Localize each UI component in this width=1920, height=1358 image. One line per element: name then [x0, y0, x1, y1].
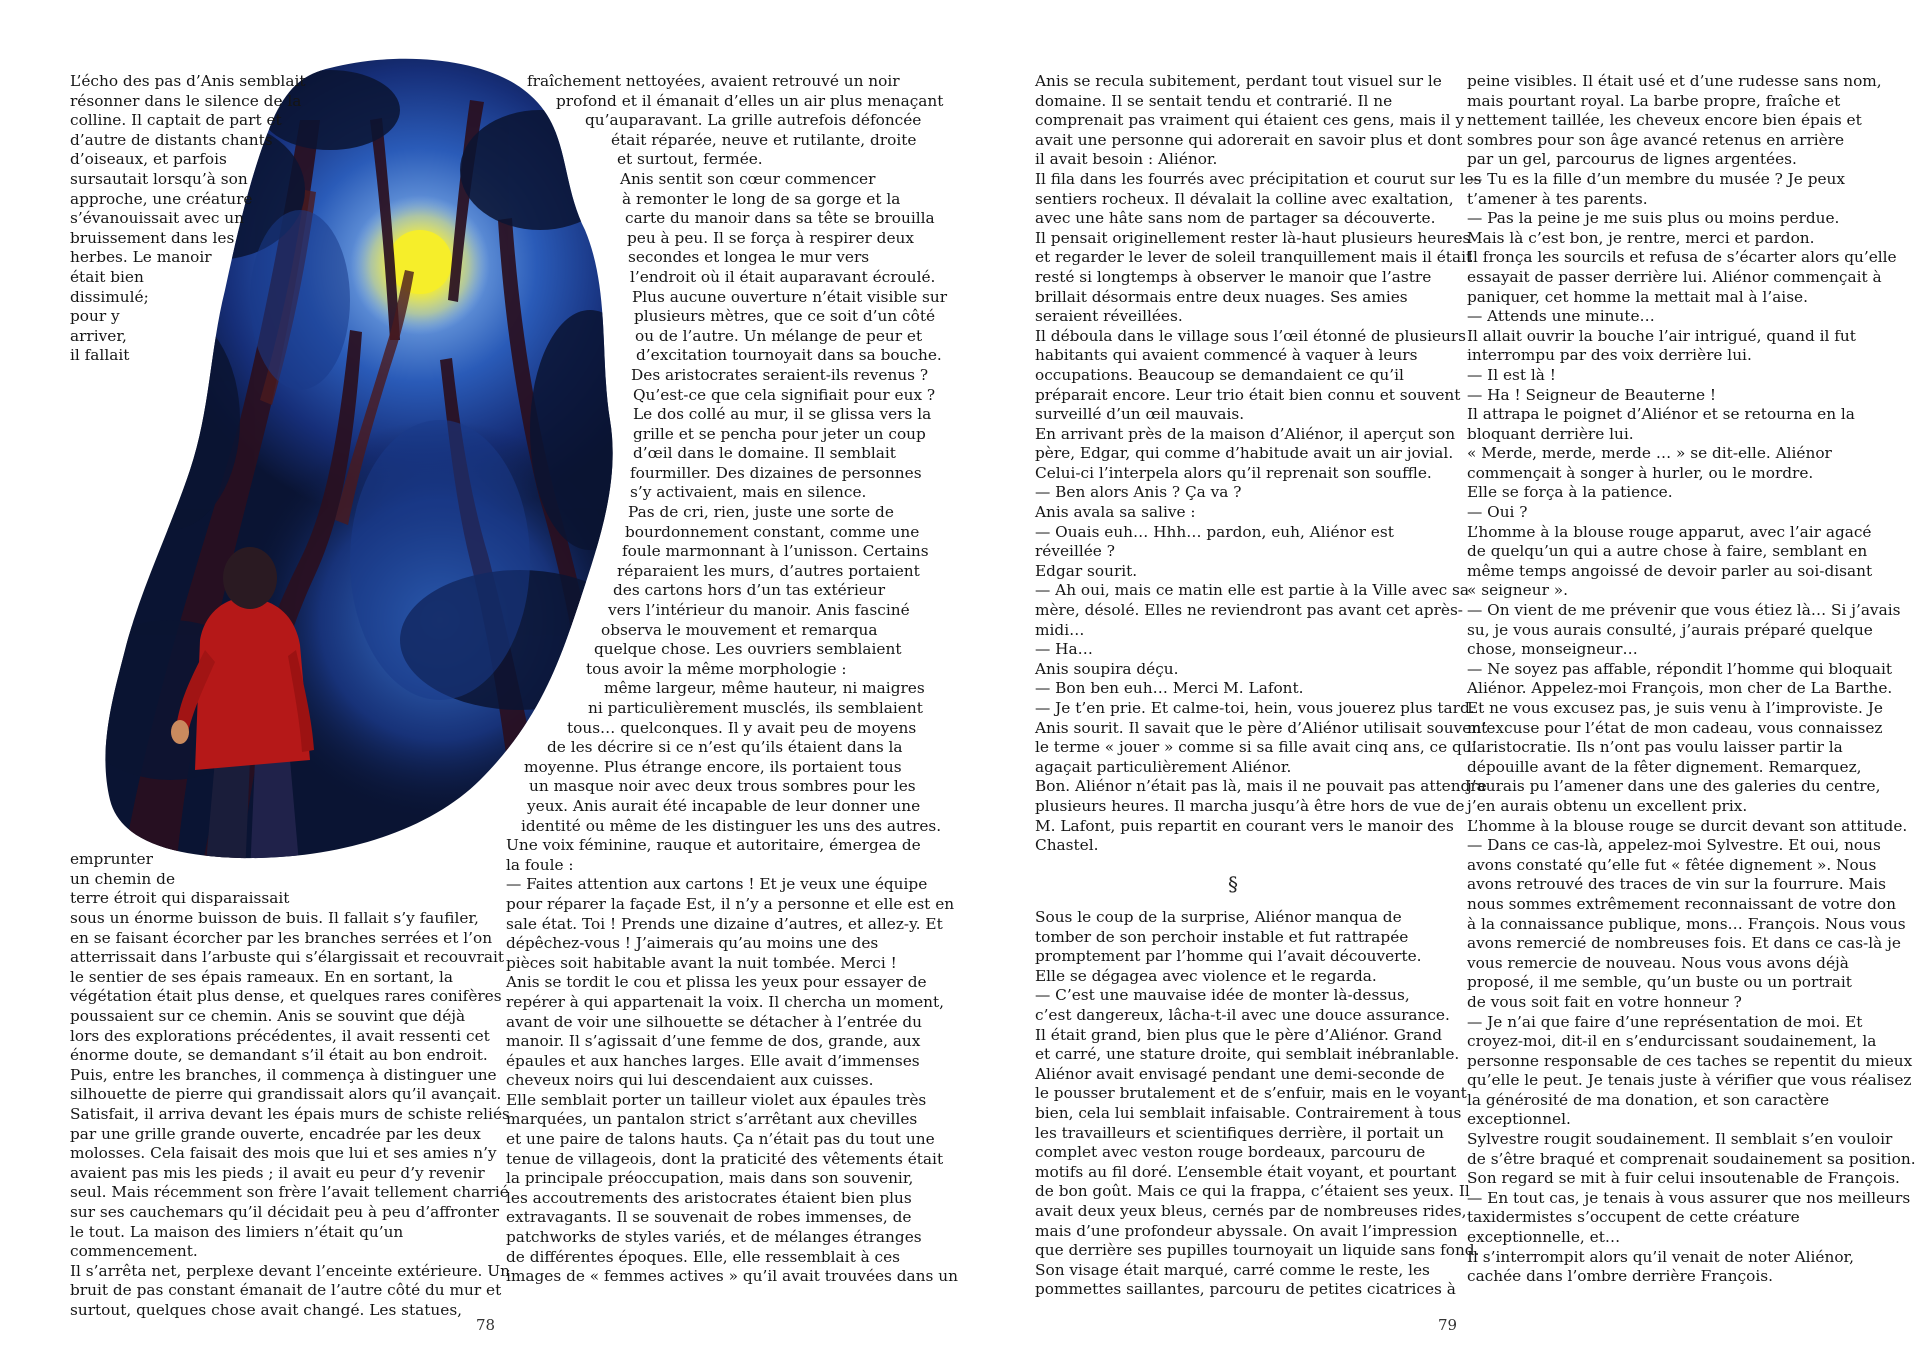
left-col1-mid: emprunter un chemin de terre étroit qui disparaissait [70, 850, 290, 908]
left-col1-bottom: sous un énorme buisson de buis. Il fallait s’y faufiler, en se faisant écorcher par les branches serrées et l’on atterrissait dans l’arbuste qui s’élargissait et recouvrait le sentier de ses épais rameaux. En en sortant, la végétation était plus dense, et quelques rares conifères poussaient sur ce chemin. Anis se souvint que déjà lors des explorations précédentes, il avait ressenti cet énorme doute, se demandant s’il était au bon endroit. Puis, entre les branches, il commença à distinguer une silhouette de pierre qui grandissait alors qu’il avançait. Satisfait, il arriva devant les épais murs de schiste reliés par une grille grande ouverte, encadrée par les deux molosses. Cela faisait des mois que lui et ses amies n’y avaient pas mis les pieds ; il avait eu peur d’y revenir seul. Mais récemment son frère l’avait tellement charrié sur ses cauchemars qu’il décidait peu à peu d’affronter le tout. La maison des limiers n’était qu’un commencement. Il s’arrêta net, perplexe devant l’enceinte extérieure. Un bruit de pas constant émanait de l’autre côté du mur et surtout, quelques chose avait changé. Les statues, [70, 909, 511, 1319]
left-col1-top: L’écho des pas d’Anis semblait résonner dans le silence de la colline. Il captait de part et d’autre de distants chants d’oiseaux, et parfois sursautait lorsqu’à son approche, une créature s’évanouissait avec un bruissement dans les herbes. Le manoir était bien dissimulé; pour y arriver, il fallait [70, 72, 306, 365]
right-page [960, 0, 1920, 1358]
section-separator: § [1228, 872, 1238, 896]
page-number-left: 78 [476, 1316, 496, 1334]
right-col1-after: Sous le coup de la surprise, Aliénor manqua de tomber de son perchoir instable et fut rattrapée promptement par l’homme qui l’avait découverte. Elle se dégagea avec violence et le regarda. — C’est une mauvaise idée de monter là-dessus, c’est dangereux, lâcha-t-il avec une douce assurance. Il était grand, bien plus que le père d’Aliénor. Grand et carré, une stature droite, qui semblait inébranlable. Aliénor avait envisagé pendant une demi-seconde de le pousser brutalement et de s’enfuir, mais en le voyant bien, cela lui semblait infaisable. Contrairement à tous les travailleurs et scientifiques derrière, il portait un complet avec veston rouge bordeaux, parcouru de motifs au fil doré. L’ensemble était voyant, et pourtant de bon goût. Mais ce qui la frappa, c’étaient ses yeux. Il avait deux yeux bleus, cernés par de nombreuses rides, mais d’une profondeur abyssale. On avait l’impression que derrière ses pupilles tournoyait un liquide sans fond. Son visage était marqué, carré comme le reste, les pommettes saillantes, parcouru de petites cicatrices à [1035, 908, 1480, 1299]
left-col2: fraîchement nettoyées, avaient retrouvé un noir profond et il émanait d’elles un air plus menaçant qu’auparavant. La grille autrefois défoncée était réparée, neuve et rutilante, droite et surtout, fermée. Anis sentit son cœur commencer à remonter le long de sa gorge et la carte du manoir dans sa tête se brouilla peu à peu. Il se força à respirer deux secondes et longea le mur vers l’endroit où il était auparavant écroulé. Plus aucune ouverture n’était visible sur plusieurs mètres, que ce soit d’un côté ou de l’autre. Un mélange de peur et d’excitation tournoyait dans sa bouche. Des aristocrates seraient-ils revenus ? Qu’est-ce que cela signifiait pour eux ? Le dos collé au mur, il se glissa vers la grille et se pencha pour jeter un coup d’œil dans le domaine. Il semblait fourmiller. Des dizaines de personnes s’y activaient, mais en silence. Pas de cri, rien, juste une sorte de bourdonnement constant, comme une foule marmonnant à l’unisson. Certains réparaient les murs, d’autres portaient des cartons hors d’un tas extérieur vers l’intérieur du manoir. Anis fasciné observa le mouvement et remarqua quelque chose. Les ouvriers semblaient tous avoir la même morphologie : même largeur, même hauteur, ni maigres ni particulièrement musclés, ils semblaient tous… quelconques. Il y avait peu de moyens de les décrire si ce n’est qu’ils étaient dans la moyenne. Plus étrange encore, ils portaient tous un masque noir avec deux trous sombres pour les yeux. Anis aurait été incapable de leur donner une identité ou même de les distinguer les uns des autres. Une voix féminine, rauque et autoritaire, émergea de la foule : — Faites attention aux cartons ! Et je veux une équipe pour réparer la façade Est, il n’y a personne et elle est en sale état. Toi ! Prends une dizaine d’autres, et allez-y. Et dépêchez-vous ! J’aimerais qu’au moins une des pièces soit habitable avant la nuit tombée. Merci ! Anis se tordit le cou et plissa les yeux pour essayer de repérer à qui appartenait la voix. Il chercha un moment, avant de voir une silhouette se détacher à l’entrée du manoir. Il s’agissait d’une femme de dos, grande, aux épaules et aux hanches larges. Elle avait d’immenses cheveux noirs qui lui descendaient aux cuisses. Elle semblait porter un tailleur violet aux épaules très marquées, un pantalon strict s’arrêtant aux chevilles et une paire de talons hauts. Ça n’était pas du tout une tenue de villageois, dont la praticité des vêtements était la principale préoccupation, mais dans son souvenir, les accoutrements des aristocrates étaient bien plus extravagants. Il se souvenait de robes immenses, de patchworks de styles variés, et de mélanges étranges de différentes époques. Elle, elle ressemblait à ces images de « femmes actives » qu’il avait trouvées dans un [506, 72, 958, 1286]
right-col1: Anis se recula subitement, perdant tout visuel sur le domaine. Il se sentait tendu et contrarié. Il ne comprenait pas vraiment qui étaient ces gens, mais il y avait une personne qui adorerait en savoir plus et dont il avait besoin : Aliénor. Il fila dans les fourrés avec précipitation et courut sur les sentiers rocheux. Il dévalait la colline avec exaltation, avec une hâte sans nom de partager sa découverte. Il pensait originellement rester là-haut plusieurs heures et regarder le lever de soleil tranquillement mais il était resté si longtemps à observer le manoir que l’astre brillait désormais entre deux nuages. Ses amies seraient réveillées. Il déboula dans le village sous l’œil étonné de plusieurs habitants qui avaient commencé à vaquer à leurs occupations. Beaucoup se demandaient ce qu’il préparait encore. Leur trio était bien connu et souvent surveillé d’un œil mauvais. En arrivant près de la maison d’Aliénor, il aperçut son père, Edgar, qui comme d’habitude avait un air jovial. Celui-ci l’interpela alors qu’il reprenait son souffle. — Ben alors Anis ? Ça va ? Anis avala sa salive : — Ouais euh… Hhh… pardon, euh, Aliénor est réveillée ? Edgar sourit. — Ah oui, mais ce matin elle est partie à la Ville avec sa mère, désolé. Elles ne reviendront pas avant cet après- midi… — Ha… Anis soupira déçu. — Bon ben euh… Merci M. Lafont. — Je t’en prie. Et calme-toi, hein, vous jouerez plus tard. Anis sourit. Il savait que le père d’Aliénor utilisait souvent le terme « jouer » comme si sa fille avait cinq ans, ce qui agaçait particulièrement Aliénor. Bon. Aliénor n’était pas là, mais il ne pouvait pas attendre plusieurs heures. Il marcha jusqu’à être hors de vue de M. Lafont, puis repartit en courant vers le manoir des Chastel. [1035, 72, 1488, 855]
right-col2: peine visibles. Il était usé et d’une rudesse sans nom, mais pourtant royal. La barbe propre, fraîche et nettement taillée, les cheveux encore bien épais et sombres pour son âge avancé retenus en arrière par un gel, parcourus de lignes argentées. — Tu es la fille d’un membre du musée ? Je peux t’amener à tes parents. — Pas la peine je me suis plus ou moins perdue. Mais là c’est bon, je rentre, merci et pardon. Il fronça les sourcils et refusa de s’écarter alors qu’elle essayait de passer derrière lui. Aliénor commençait à paniquer, cet homme la mettait mal à l’aise. — Attends une minute… Il allait ouvrir la bouche l’air intrigué, quand il fut interrompu par des voix derrière lui. — Il est là ! — Ha ! Seigneur de Beauterne ! Il attrapa le poignet d’Aliénor et se retourna en la bloquant derrière lui. « Merde, merde, merde … » se dit-elle. Aliénor commençait à songer à hurler, ou le mordre. Elle se força à la patience. — Oui ? L’homme à la blouse rouge apparut, avec l’air agacé de quelqu’un qui a autre chose à faire, semblant en même temps angoissé de devoir parler au soi-disant « seigneur ». — On vient de me prévenir que vous étiez là… Si j’avais su, je vous aurais consulté, j’aurais préparé quelque chose, monseigneur… — Ne soyez pas affable, répondit l’homme qui bloquait Aliénor. Appelez-moi François, mon cher de La Barthe. Et ne vous excusez pas, je suis venu à l’improviste. Je m’excuse pour l’état de mon cadeau, vous connaissez l’aristocratie. Ils n’ont pas voulu laisser partir la dépouille avant de la fêter dignement. Remarquez, j’aurais pu l’amener dans une des galeries du centre, j’en aurais obtenu un excellent prix. L’homme à la blouse rouge se durcit devant son attitude. — Dans ce cas-là, appelez-moi Sylvestre. Et oui, nous avons constaté qu’elle fut « fêtée dignement ». Nous avons retrouvé des traces de vin sur la fourrure. Mais nous sommes extrêmement reconnaissant de votre don à la connaissance publique, mons… François. Nous vous avons remercié de nombreuses fois. Et dans ce cas-là je vous remercie de nouveau. Nous vous avons déjà proposé, il me semble, qu’un buste ou un portrait de vous soit fait en votre honneur ? — Je n’ai que faire d’une représentation de moi. Et croyez-moi, dit-il en s’endurcissant soudainement, la personne responsable de ces taches se repentit du mieux qu’elle le peut. Je tenais juste à vérifier que vous réalisez la générosité de ma donation, et son caractère exceptionnel. Sylvestre rougit soudainement. Il semblait s’en vouloir de s’être braqué et comprenait soudainement sa position. Son regard se mit à fuir celui insoutenable de François. — En tout cas, je tenais à vous assurer que nos meilleurs taxidermistes s’occupent de cette créature exceptionnelle, et… Il s’interrompit alors qu’il venait de noter Aliénor, cachée dans l’ombre derrière François. [1467, 72, 1916, 1286]
page-number-right: 79 [1438, 1316, 1458, 1334]
